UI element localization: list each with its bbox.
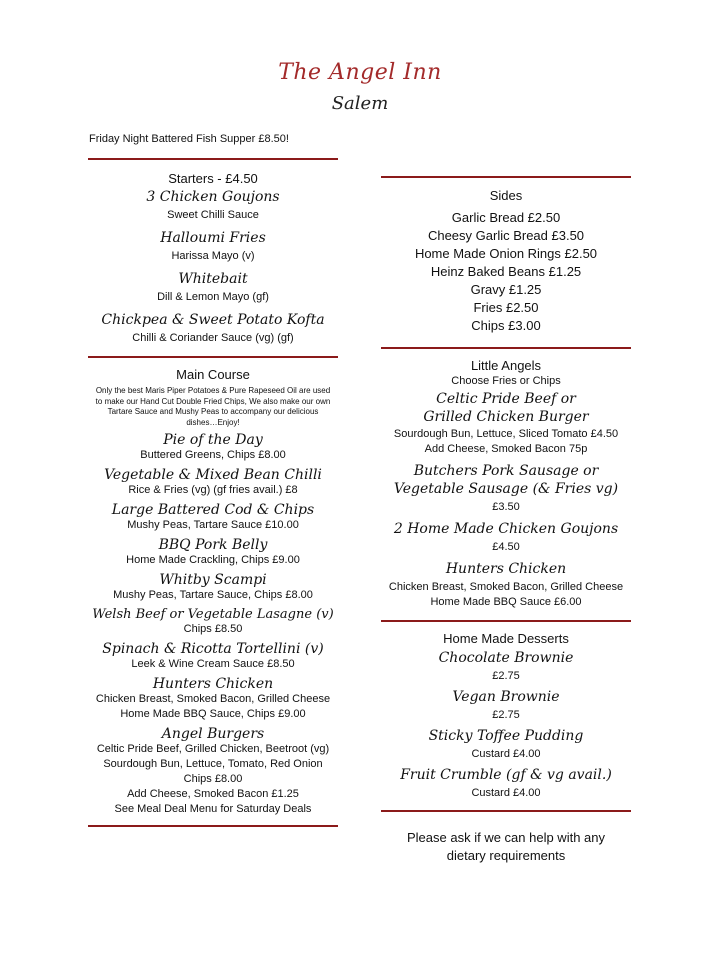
dish-name: Sticky Toffee Pudding [428, 728, 584, 744]
dish-name: Hunters Chicken [152, 676, 274, 692]
main-item [88, 572, 338, 603]
dish-desc: Rice & Fries (vg) (gf fries avail.) £8 [128, 484, 298, 496]
dish-desc: Celtic Pride Beef, Grilled Chicken, Beetroot (vg) [96, 743, 330, 755]
divider [381, 620, 631, 622]
main-item [88, 502, 338, 533]
main-item [88, 467, 338, 498]
main-course-note: Only the best Maris Piper Potatoes & Pure Rapeseed Oil are used to make our Hand Cut Double Fried Chips, We also make our own Tartare Sauce and Mushy Peas to accompany our delicious dishes…Enjoy! [95, 386, 331, 427]
dish-name: Hunters Chicken [445, 561, 567, 577]
dish-desc: Custard £4.00 [471, 748, 541, 760]
main-item [88, 432, 338, 463]
main-item [88, 676, 338, 722]
dish-desc: £4.50 [492, 541, 520, 553]
starter-item [88, 312, 338, 346]
right-column [381, 176, 631, 865]
dish-name: Large Battered Cod & Chips [111, 502, 315, 518]
dish-name: Butchers Pork Sausage or [413, 463, 599, 479]
dish-name: Vegetable & Mixed Bean Chilli [104, 467, 322, 483]
dish-desc: Chips £8.50 [183, 623, 243, 635]
dessert-item [381, 728, 631, 762]
dish-name: Pie of the Day [163, 432, 263, 448]
dish-name: Chickpea & Sweet Potato Kofta [101, 312, 325, 328]
dish-name: Grilled Chicken Burger [423, 409, 589, 425]
dish-desc: Home Made Crackling, Chips £9.00 [126, 554, 300, 566]
dish-name: Vegan Brownie [452, 689, 560, 705]
side-item: Chips £3.00 [471, 318, 541, 333]
side-item: Heinz Baked Beans £1.25 [430, 264, 582, 279]
divider [381, 810, 631, 812]
dish-desc: Mushy Peas, Tartare Sauce £10.00 [127, 519, 299, 531]
divider [381, 176, 631, 178]
sides-title: Sides [489, 188, 523, 203]
main-item [88, 726, 338, 817]
dish-name: Fruit Crumble (gf & vg avail.) [400, 767, 612, 783]
dish-desc: £3.50 [492, 501, 520, 513]
side-item: Fries £2.50 [473, 300, 539, 315]
main-course-title: Main Course [176, 367, 250, 382]
side-item: Gravy £1.25 [470, 282, 542, 297]
kids-item [381, 561, 631, 610]
dish-name: Welsh Beef or Vegetable Lasagne (v) [92, 607, 334, 622]
dish-desc: Sweet Chilli Sauce [167, 209, 259, 221]
brand-title: The Angel Inn [278, 60, 442, 85]
dish-desc: Buttered Greens, Chips £8.00 [140, 449, 286, 461]
dish-name: Celtic Pride Beef or [436, 391, 576, 407]
dietary-note-line: Please ask if we can help with any [407, 830, 605, 845]
dish-desc: See Meal Deal Menu for Saturday Deals [114, 803, 312, 815]
dish-desc: Add Cheese, Smoked Bacon £1.25 [127, 788, 299, 800]
dish-desc: Add Cheese, Smoked Bacon 75p [424, 443, 588, 455]
dish-name: 2 Home Made Chicken Goujons [393, 521, 619, 537]
side-item: Garlic Bread £2.50 [451, 210, 561, 225]
dessert-item [381, 650, 631, 684]
kids-title: Little Angels [470, 358, 542, 373]
dish-desc: Home Made BBQ Sauce £6.00 [430, 596, 582, 608]
dish-name: 3 Chicken Goujons [146, 189, 280, 205]
dish-desc: Chicken Breast, Smoked Bacon, Grilled Cheese [388, 581, 624, 593]
dessert-item [381, 689, 631, 723]
kids-item [381, 521, 631, 555]
main-item [88, 641, 338, 672]
dish-desc: Custard £4.00 [471, 787, 541, 799]
dietary-note [381, 829, 631, 865]
dish-desc: Harissa Mayo (v) [171, 250, 255, 262]
dish-name: Chocolate Brownie [438, 650, 574, 666]
dish-desc: Chilli & Coriander Sauce (vg) (gf) [132, 332, 294, 344]
dish-desc: Leek & Wine Cream Sauce £8.50 [131, 658, 295, 670]
dish-name: Spinach & Ricotta Tortellini (v) [102, 641, 324, 657]
dish-name: BBQ Pork Belly [158, 537, 268, 553]
main-item [88, 607, 338, 637]
divider [381, 347, 631, 349]
dish-name: Angel Burgers [161, 726, 265, 742]
dish-desc: Home Made BBQ Sauce, Chips £9.00 [120, 708, 306, 720]
brand-location: Salem [331, 93, 389, 114]
dish-name: Whitby Scampi [159, 572, 267, 588]
main-course-list [88, 432, 338, 817]
dish-desc: Dill & Lemon Mayo (gf) [157, 291, 269, 303]
dessert-item [381, 767, 631, 801]
dish-desc: Chicken Breast, Smoked Bacon, Grilled Cheese [95, 693, 331, 705]
sides-list [381, 209, 631, 335]
starter-item [88, 271, 338, 305]
left-column [88, 158, 338, 827]
dish-desc: Chips £8.00 [183, 773, 243, 785]
dish-name: Halloumi Fries [160, 230, 266, 246]
dish-name: Vegetable Sausage (& Fries vg) [393, 481, 619, 497]
side-item: Cheesy Garlic Bread £3.50 [427, 228, 585, 243]
starter-item [88, 230, 338, 264]
divider [88, 825, 338, 827]
side-item: Home Made Onion Rings £2.50 [414, 246, 598, 261]
desserts-title: Home Made Desserts [443, 631, 569, 646]
kids-item [381, 391, 631, 457]
starters-title: Starters - £4.50 [168, 171, 258, 186]
dish-desc: Sourdough Bun, Lettuce, Tomato, Red Onion [103, 758, 323, 770]
kids-subtitle: Choose Fries or Chips [451, 375, 561, 387]
dish-desc: £2.75 [492, 670, 520, 682]
starter-item [88, 189, 338, 223]
dish-desc: Sourdough Bun, Lettuce, Sliced Tomato £4.50 [393, 428, 619, 440]
divider [88, 356, 338, 358]
dish-desc: Mushy Peas, Tartare Sauce, Chips £8.00 [113, 589, 313, 601]
dish-name: Whitebait [178, 271, 248, 287]
promo-text: Friday Night Battered Fish Supper £8.50! [89, 133, 289, 145]
dietary-note-line: dietary requirements [446, 848, 566, 863]
divider [88, 158, 338, 160]
main-item [88, 537, 338, 568]
dish-desc: £2.75 [492, 709, 520, 721]
kids-item [381, 463, 631, 515]
